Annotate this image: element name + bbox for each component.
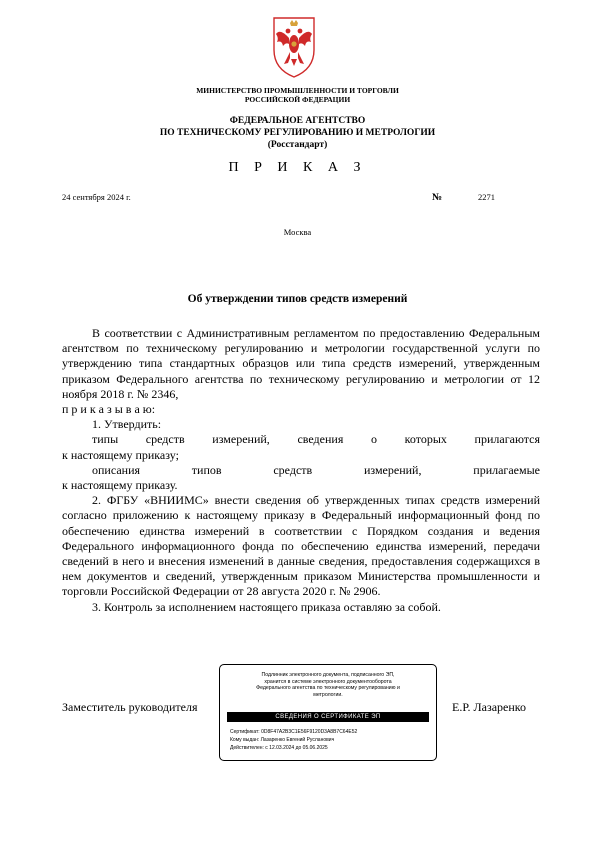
agency-line-2: ПО ТЕХНИЧЕСКОМУ РЕГУЛИРОВАНИЮ И МЕТРОЛОГИИ xyxy=(159,128,436,138)
preamble-paragraph: В соответствии с Административным регламентом по предоставлению Федеральным агентством по техническому регулированию и метрологии государственной услуги по утверждению типа стандартных образцов или типа средств измерений, утвержденным приказом Федерального агентства по техническому регулированию и метрологии от 12 ноября 2018 г. № 2346, xyxy=(62,326,540,401)
stamp-certificate-number: Сертификат: 0D8F47A2B3C1E56F9120D3A8B7C64E52 xyxy=(230,729,358,735)
stamp-certificate-validity: Действителен: с 12.03.2024 до 05.06.2025 xyxy=(230,745,328,751)
stamp-certificate-title: СВЕДЕНИЯ О СЕРТИФИКАТЕ ЭП xyxy=(227,712,429,722)
electronic-signature-stamp xyxy=(219,664,437,761)
item-1-title: 1. Утвердить: xyxy=(92,417,162,432)
item-1-a-line-2: к настоящему приказу; xyxy=(62,447,179,462)
stamp-line-1: Подлинник электронного документа, подписанного ЭП, xyxy=(261,672,395,678)
stamp-line-2: хранится в системе электронного документооборота xyxy=(264,678,392,685)
item-1-b-line-1: описания типов средств измерений, прилагаемые xyxy=(92,462,540,477)
item-1-b-line-2: к настоящему приказу. xyxy=(62,478,178,493)
order-word: п р и к а з ы в а ю: xyxy=(62,402,156,417)
stamp-header xyxy=(226,672,430,698)
signatory-role: Заместитель руководителя xyxy=(62,700,198,714)
ministry-name xyxy=(0,86,595,104)
ministry-line-2: РОССИЙСКОЙ ФЕДЕРАЦИИ xyxy=(244,95,351,104)
item-2-paragraph: 2. ФГБУ «ВНИИМС» внести сведения об утвержденных типах средств измерений согласно приложению к настоящему приказу в Федеральный информационный фонд по обеспечению единства измерений в соответствии с Порядком создания и ведения Федерального информационного фонда по обеспечению единства измерений, передачи сведений в него и внесения изменений в данные сведения, предоставления содержащихся в нем документов и сведений, утвержденным приказом Министерства промышленности и торговли Российской Федерации от 28 августа 2020 г. № 2906. xyxy=(62,493,540,599)
ministry-line-1: МИНИСТЕРСТВО ПРОМЫШЛЕННОСТИ И ТОРГОВЛИ xyxy=(196,86,399,95)
document-number: 2271 xyxy=(478,192,495,202)
stamp-line-4: метрологии. xyxy=(313,691,343,698)
order-body xyxy=(62,326,540,615)
stamp-line-3: Федерального агентства по техническому регулированию и xyxy=(256,685,400,692)
item-1-a-line-1: типы средств измерений, сведения о которых прилагаются xyxy=(92,432,540,447)
order-subject: Об утверждении типов средств измерений xyxy=(187,293,408,305)
agency-name xyxy=(0,115,595,151)
agency-line-3: (Росстандарт) xyxy=(267,140,328,150)
document-title: П Р И К А З xyxy=(228,160,367,175)
item-3-paragraph: 3. Контроль за исполнением настоящего приказа оставляю за собой. xyxy=(92,599,441,614)
document-date: 24 сентября 2024 г. xyxy=(62,192,131,202)
city: Москва xyxy=(283,227,312,237)
signatory-name: Е.Р. Лазаренко xyxy=(452,700,527,714)
number-sign: № xyxy=(432,192,443,203)
coat-of-arms-emblem xyxy=(268,14,320,80)
agency-line-1: ФЕДЕРАЛЬНОЕ АГЕНТСТВО xyxy=(229,116,366,126)
stamp-certificate-owner: Кому выдан: Лазаренко Евгений Русланович xyxy=(230,737,335,743)
